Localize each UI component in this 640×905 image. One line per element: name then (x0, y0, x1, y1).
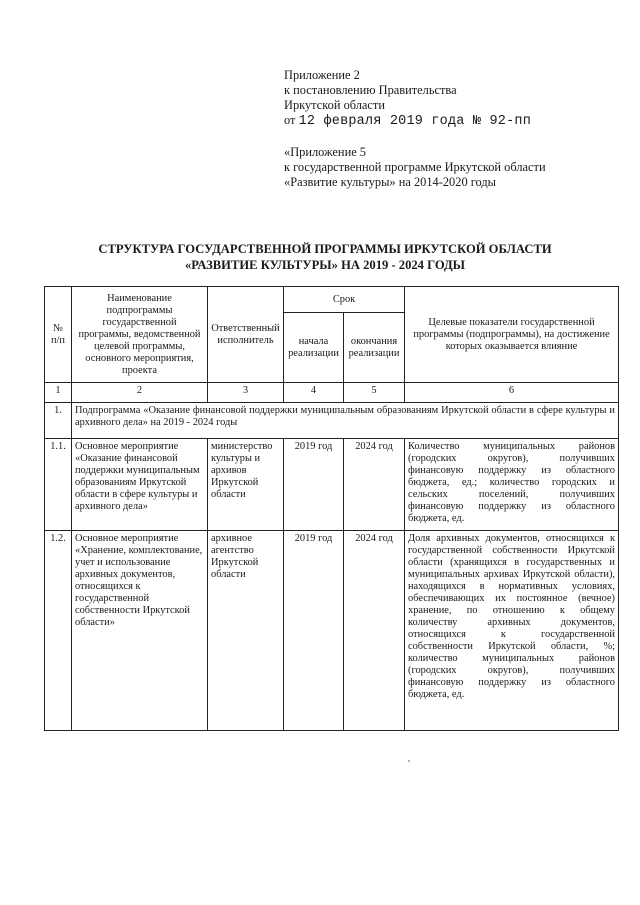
row-name: Основное мероприятие «Хранение, комплектование, учет и использование архивных документов, относящихся к государственной собственности Иркутской области» (72, 531, 208, 731)
annex-header (284, 68, 531, 129)
document-title (60, 241, 590, 273)
row-targets: Количество муниципальных районов (городских округов), получивших финансовую поддержку из областного бюджета, ед.; количество городских и сельских поселений, получивших финансовую поддержку из областного бюджета, ед. (405, 439, 619, 531)
section-text: Подпрограмма «Оказание финансовой поддержки муниципальным образованиям Иркутской области в сфере культуры и архивного дела» на 2019 - 2024 годы (72, 403, 619, 439)
annex-date-typed: 12 февраля 2019 года № 92-пп (298, 114, 531, 129)
col-number-2: 2 (72, 383, 208, 403)
col-number-4: 4 (284, 383, 344, 403)
row-end: 2024 год (344, 439, 405, 531)
header-targets: Целевые показатели государственной программы (подпрограммы), на достижение которых оказывается влияние (405, 287, 619, 383)
document-title-line2: «РАЗВИТИЕ КУЛЬТУРЫ» НА 2019 - 2024 ГОДЫ (184, 258, 466, 272)
row-num: 1.2. (45, 531, 72, 731)
row-executor: архивное агентство Иркутской области (208, 531, 284, 731)
header-end: окончания реализации (344, 313, 405, 383)
col-number-1: 1 (45, 383, 72, 403)
header-executor: Ответственный исполнитель (208, 287, 284, 383)
col-number-6: 6 (405, 383, 619, 403)
col-number-5: 5 (344, 383, 405, 403)
annex-number: Приложение 2 (284, 68, 360, 82)
row-name: Основное мероприятие «Оказание финансовой поддержки муниципальным образованиям Иркутской области в сфере культуры и архивного дела» (72, 439, 208, 531)
annex-date-line (284, 113, 531, 129)
program-structure-table (44, 286, 619, 731)
annex-region: Иркутской области (284, 98, 385, 112)
annex-program-header (284, 145, 546, 190)
row-end: 2024 год (344, 531, 405, 731)
row-start: 2019 год (284, 439, 344, 531)
column-numbers-row (45, 383, 619, 403)
row-start: 2019 год (284, 531, 344, 731)
scan-speck (408, 760, 410, 762)
header-name: Наименование подпрограммы государственной программы, ведомственной целевой программы, основного мероприятия, проекта (72, 287, 208, 383)
section-num: 1. (45, 403, 72, 439)
annex-date-prefix: от (284, 113, 296, 127)
col-number-3: 3 (208, 383, 284, 403)
annex2-title: «Развитие культуры» на 2014-2020 годы (284, 175, 496, 189)
document-title-line1: СТРУКТУРА ГОСУДАРСТВЕННОЙ ПРОГРАММЫ ИРКУТСКОЙ ОБЛАСТИ (98, 242, 552, 256)
header-num: № п/п (45, 287, 72, 383)
row-executor: министерство культуры и архивов Иркутской области (208, 439, 284, 531)
annex-resolution: к постановлению Правительства (284, 83, 457, 97)
table-header-row (45, 287, 619, 313)
header-start: начала реализации (284, 313, 344, 383)
annex2-number: «Приложение 5 (284, 145, 366, 159)
row-num: 1.1. (45, 439, 72, 531)
table-row (45, 439, 619, 531)
row-targets: Доля архивных документов, относящихся к государственной собственности Иркутской области (хранящихся в государственных и муниципальных архивах Иркутской области), находящихся в нормативных условиях, обеспечивающих их постоянное (вечное) хранение, по отношению к общему количеству архивных документов, относящихся к государственной собственности Иркутской области, %; количество муниципальных районов (городских округов), получивших финансовую поддержку из областного бюджета, ед. (405, 531, 619, 731)
annex2-program: к государственной программе Иркутской области (284, 160, 546, 174)
header-term: Срок (284, 287, 405, 313)
section-row (45, 403, 619, 439)
table-row (45, 531, 619, 731)
